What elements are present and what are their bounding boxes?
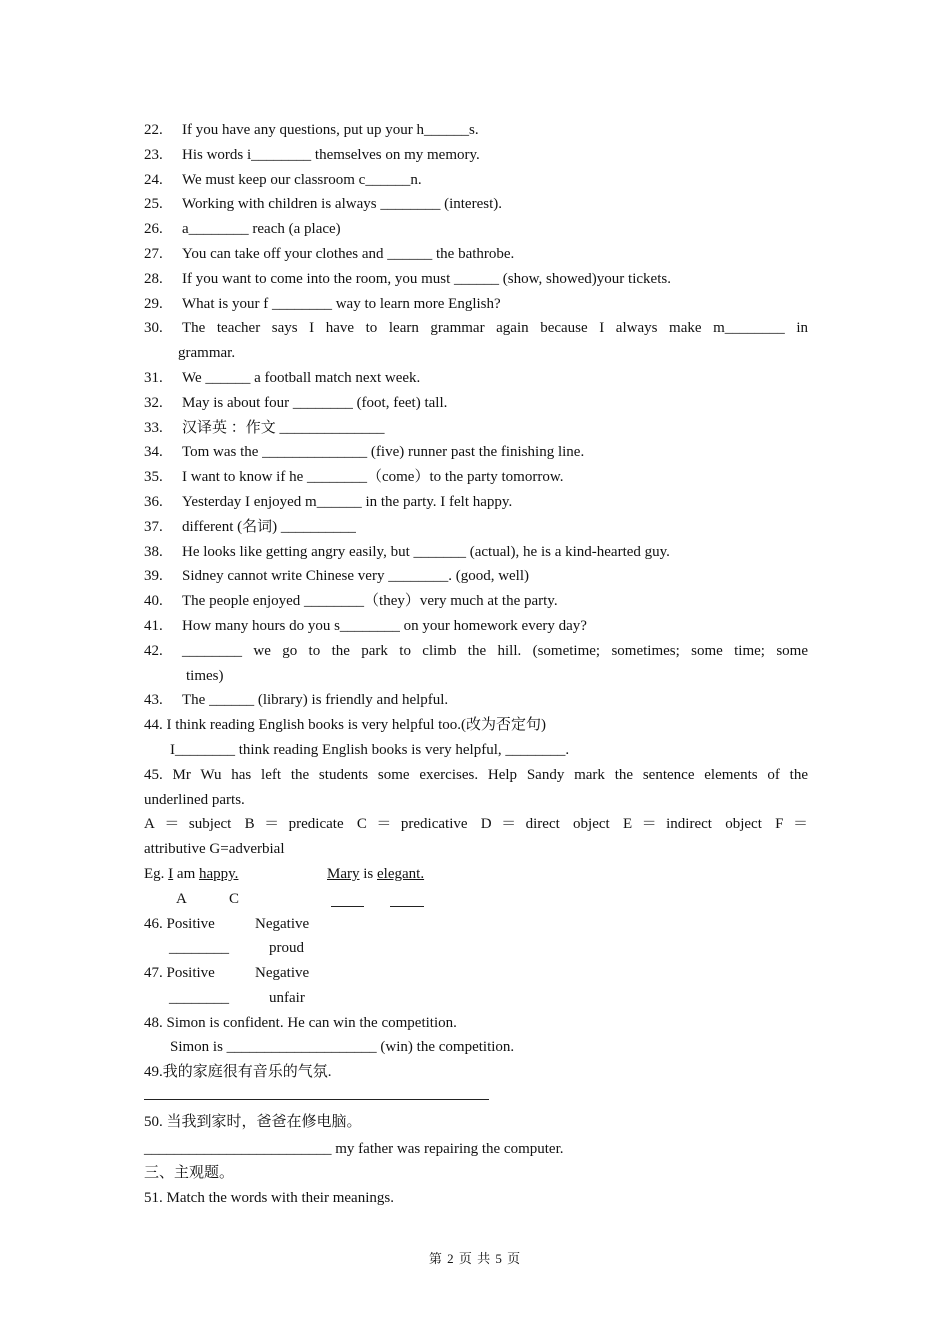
q48-line1: 48. Simon is confident. He can win the competition. xyxy=(144,1014,457,1031)
question-item xyxy=(144,614,808,639)
question-text: The ______ (library) is friendly and helpful. xyxy=(182,692,449,709)
question-number: 25. xyxy=(144,196,163,213)
question-number: 27. xyxy=(144,245,163,262)
question-continuation: times) xyxy=(186,667,224,684)
question-list xyxy=(144,118,808,713)
question-item xyxy=(144,540,808,565)
q47-label-negative: Negative xyxy=(255,965,310,982)
footer-total-pages: 5 xyxy=(495,1251,503,1266)
question-number: 37. xyxy=(144,518,163,535)
question-item xyxy=(144,391,808,416)
question-text: His words i________ themselves on my memory. xyxy=(182,146,480,163)
question-item xyxy=(144,168,808,193)
q45-example-underline-mary: Mary xyxy=(327,865,360,882)
question-text: Yesterday I enjoyed m______ in the party. I felt happy. xyxy=(182,493,513,510)
question-text: We ______ a football match next week. xyxy=(182,369,421,386)
q47-row1 xyxy=(144,961,808,986)
question-text: Sidney cannot write Chinese very ________. (good, well) xyxy=(182,568,530,585)
question-number: 28. xyxy=(144,270,163,287)
question-number: 23. xyxy=(144,146,163,163)
q45-legend1: A＝subject B＝predicate C＝predicative D＝direct object E＝indirect object F＝ xyxy=(144,816,808,833)
q49-line1: 49.我的家庭很有音乐的气氛. xyxy=(144,1064,332,1081)
question-item xyxy=(144,515,808,540)
worksheet-page xyxy=(144,118,808,1211)
question-item xyxy=(144,465,808,490)
question-item xyxy=(144,490,808,515)
question-text: What is your f ________ way to learn more English? xyxy=(182,295,501,312)
question-text: different (名词) __________ xyxy=(182,518,356,535)
question-number: 31. xyxy=(144,369,163,386)
q46-label-negative: Negative xyxy=(255,915,310,932)
q46-row1 xyxy=(144,912,808,937)
question-item xyxy=(144,366,808,391)
footer-mid: 页 共 xyxy=(458,1251,492,1266)
question-text: You can take off your clothes and ______ the bathrobe. xyxy=(182,245,515,262)
footer-suffix: 页 xyxy=(507,1251,522,1266)
question-text: ________ we go to the park to climb the hill. (sometime; sometimes; some time; some xyxy=(182,642,808,659)
q48-line2: Simon is ____________________ (win) the competition. xyxy=(170,1039,515,1056)
question-text: Tom was the ______________ (five) runner past the finishing line. xyxy=(182,444,585,461)
q49-answer-area xyxy=(144,1085,808,1110)
question-text: If you have any questions, put up your h______s. xyxy=(182,122,479,138)
question-item xyxy=(144,292,808,317)
question-text: The teacher says I have to learn grammar again because I always make m________ in xyxy=(182,320,808,337)
q49-answer-line[interactable] xyxy=(144,1099,489,1100)
question-item xyxy=(144,118,808,143)
q45-marks-row xyxy=(144,887,808,912)
question-item xyxy=(144,192,808,217)
question-text: The people enjoyed ________（they）very much at the party. xyxy=(182,593,558,610)
footer-prefix: 第 xyxy=(428,1251,443,1266)
question-text: Working with children is always ________ (interest). xyxy=(182,196,502,213)
question-item xyxy=(144,316,808,341)
question-item xyxy=(144,440,808,465)
question-text: How many hours do you s________ on your homework every day? xyxy=(182,617,587,634)
q45-example-underline-elegant: elegant. xyxy=(377,865,425,882)
q46-label-positive: 46. Positive xyxy=(144,915,215,932)
question-text: He looks like getting angry easily, but _______ (actual), he is a kind-hearted guy. xyxy=(182,543,670,560)
question-item xyxy=(144,143,808,168)
question-text: I want to know if he ________（come）to the party tomorrow. xyxy=(182,469,564,486)
q45-line1: 45. Mr Wu has left the students some exercises. Help Sandy mark the sentence elements of the xyxy=(144,766,808,783)
q51-line1: 51. Match the words with their meanings. xyxy=(144,1190,394,1207)
question-item xyxy=(144,688,808,713)
question-item xyxy=(144,416,808,441)
page-footer xyxy=(0,1248,950,1267)
q45-example-underline-happy: happy. xyxy=(199,865,239,882)
question-number: 39. xyxy=(144,568,163,585)
q45-example-sentence1: Eg. I am happy. xyxy=(144,865,239,882)
question-number: 41. xyxy=(144,617,163,634)
question-text: May is about four ________ (foot, feet) tall. xyxy=(182,394,448,411)
q47-row2 xyxy=(144,986,808,1011)
question-item xyxy=(144,639,808,664)
q50-line2: _________________________ my father was repairing the computer. xyxy=(144,1140,564,1157)
question-number: 42. xyxy=(144,642,163,659)
q47-label-positive: 47. Positive xyxy=(144,965,215,982)
q50-line1: 50. 当我到家时，爸爸在修电脑。 xyxy=(144,1113,362,1130)
footer-page-number: 2 xyxy=(447,1251,455,1266)
q47-blank[interactable]: ________ xyxy=(169,989,229,1006)
question-text: a________ reach (a place) xyxy=(182,221,341,238)
question-number: 38. xyxy=(144,543,163,560)
q45-example-sentence2: Mary is elegant. xyxy=(327,865,425,882)
q47-word: unfair xyxy=(269,989,305,1006)
q46-row2 xyxy=(144,936,808,961)
question-number: 33. xyxy=(144,419,163,436)
question-text: We must keep our classroom c______n. xyxy=(182,171,422,188)
question-item xyxy=(144,267,808,292)
question-number: 24. xyxy=(144,171,163,188)
question-number: 35. xyxy=(144,469,163,486)
q45-example-row xyxy=(144,862,808,887)
question-text: If you want to come into the room, you must ______ (show, showed)your tickets. xyxy=(182,270,671,287)
q45-answer-blank-1[interactable] xyxy=(331,906,364,907)
question-continuation: grammar. xyxy=(178,345,236,362)
q45-answer-blank-2[interactable] xyxy=(390,906,424,907)
question-number: 30. xyxy=(144,320,163,337)
q46-word: proud xyxy=(269,940,304,957)
q45-legend2: attributive G=adverbial xyxy=(144,841,285,858)
question-number: 36. xyxy=(144,493,163,510)
q44-line2: I________ think reading English books is very helpful, ________. xyxy=(170,741,570,758)
q45-line2: underlined parts. xyxy=(144,791,245,808)
question-number: 34. xyxy=(144,444,163,461)
question-number: 29. xyxy=(144,295,163,312)
section3-title: 三、主观题。 xyxy=(144,1165,235,1182)
question-number: 32. xyxy=(144,394,163,411)
question-text: 汉译英 ：作文 ______________ xyxy=(182,419,385,436)
q46-blank[interactable]: ________ xyxy=(169,940,229,957)
question-item xyxy=(144,242,808,267)
question-item xyxy=(144,217,808,242)
question-item xyxy=(144,589,808,614)
q45-mark-c: C xyxy=(229,890,240,907)
question-number: 40. xyxy=(144,593,163,610)
q45-mark-a: A xyxy=(176,890,187,907)
question-number: 43. xyxy=(144,692,163,709)
question-number: 26. xyxy=(144,221,163,238)
q45-example-underline-i: I xyxy=(168,865,174,882)
q44-line1: 44. I think reading English books is very helpful too.(改为否定句) xyxy=(144,717,547,734)
question-item xyxy=(144,564,808,589)
question-number: 22. xyxy=(144,122,163,138)
